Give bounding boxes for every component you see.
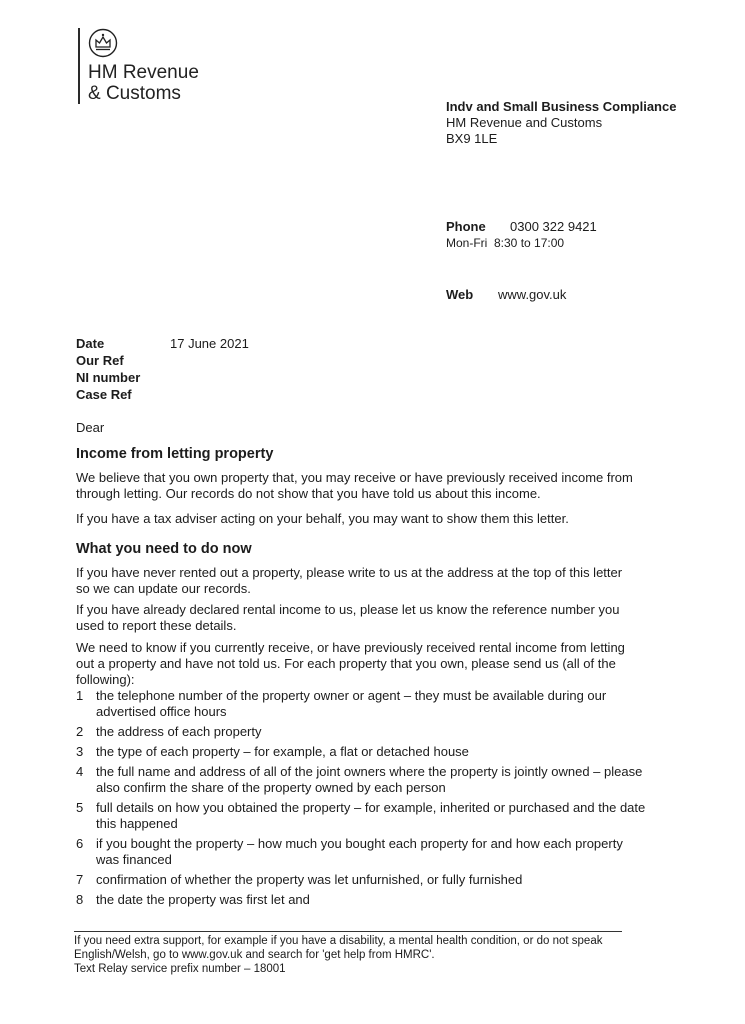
list-item [76, 836, 646, 868]
intro-paragraph-1: We believe that you own property that, you may receive or have previously received income from through letting. Our records do not show that you have told us about this income. [76, 470, 633, 501]
sender-department: Indv and Small Business Compliance [446, 99, 677, 114]
ni-number-label: NI number [76, 370, 141, 385]
action-paragraph-1: If you have never rented out a property, please write to us at the address at the top of this letter so we can update our records. [76, 565, 623, 596]
logo-line-2: & Customs [88, 83, 181, 104]
date-value: 17 June 2021 [170, 336, 249, 351]
requirements-list [76, 688, 646, 912]
web-label: Web [446, 287, 474, 302]
list-number: 3 [76, 744, 84, 759]
list-text: confirmation of whether the property was let unfurnished, or fully furnished [96, 872, 523, 887]
phone-number: 0300 322 9421 [510, 219, 597, 234]
sender-postcode: BX9 1LE [446, 131, 498, 146]
footer-text-relay: Text Relay service prefix number – 18001 [74, 963, 286, 975]
list-text: full details on how you obtained the property – for example, inherited or purchased and the date this happened [96, 800, 646, 831]
phone-label: Phone [446, 219, 486, 234]
list-item [76, 872, 646, 888]
list-text: the address of each property [96, 724, 262, 739]
crown-crest-icon [88, 27, 118, 59]
list-text: the telephone number of the property owner or agent – they must be available during our advertised office hours [96, 688, 607, 719]
list-number: 4 [76, 764, 84, 779]
sender-organisation: HM Revenue and Customs [446, 115, 603, 130]
list-number: 5 [76, 800, 84, 815]
list-text: the full name and address of all of the joint owners where the property is jointly owned – please also confirm the share of the property owned by each person [96, 764, 643, 795]
list-text: the type of each property – for example, a flat or detached house [96, 744, 469, 759]
list-text: if you bought the property – how much you bought each property for and how each property was financed [96, 836, 623, 867]
footer-divider [74, 931, 622, 932]
logo-line-1: HM Revenue [88, 62, 199, 83]
reference-block [76, 335, 249, 403]
case-ref-row [76, 386, 249, 403]
action-paragraph-2: If you have already declared rental income to us, please let us know the reference number you used to report these details. [76, 602, 620, 633]
list-item [76, 800, 646, 832]
list-item [76, 744, 646, 760]
web-url: www.gov.uk [498, 287, 567, 302]
case-ref-label: Case Ref [76, 387, 132, 402]
intro-paragraph-2: If you have a tax adviser acting on your behalf, you may want to show them this letter. [76, 511, 569, 526]
logo-divider [78, 28, 80, 104]
main-heading: Income from letting property [76, 446, 274, 462]
list-item [76, 892, 646, 908]
list-number: 8 [76, 892, 84, 907]
list-number: 2 [76, 724, 84, 739]
list-number: 6 [76, 836, 84, 851]
list-item [76, 764, 646, 796]
list-item [76, 688, 646, 720]
ni-row [76, 369, 249, 386]
action-paragraph-3: We need to know if you currently receive, or have previously received rental income from letting out a property and have not told us. For each property that you own, please send us (all of the following): [76, 640, 625, 687]
list-number: 7 [76, 872, 84, 887]
footer-support-text: If you need extra support, for example if you have a disability, a mental health condition, or do not speak English/Welsh, go to www.gov.uk and search for 'get help from HMRC'. [74, 935, 603, 961]
list-number: 1 [76, 688, 84, 703]
action-heading: What you need to do now [76, 541, 252, 557]
sender-address [446, 99, 676, 147]
footer-notice [74, 934, 634, 976]
office-hours: Mon-Fri 8:30 to 17:00 [446, 236, 565, 250]
salutation: Dear [76, 420, 105, 435]
date-label: Date [76, 336, 105, 351]
our-ref-label: Our Ref [76, 353, 124, 368]
hmrc-logo-text [88, 62, 199, 104]
list-item [76, 724, 646, 740]
list-text: the date the property was first let and [96, 892, 310, 907]
our-ref-row [76, 352, 249, 369]
date-row [76, 335, 249, 352]
